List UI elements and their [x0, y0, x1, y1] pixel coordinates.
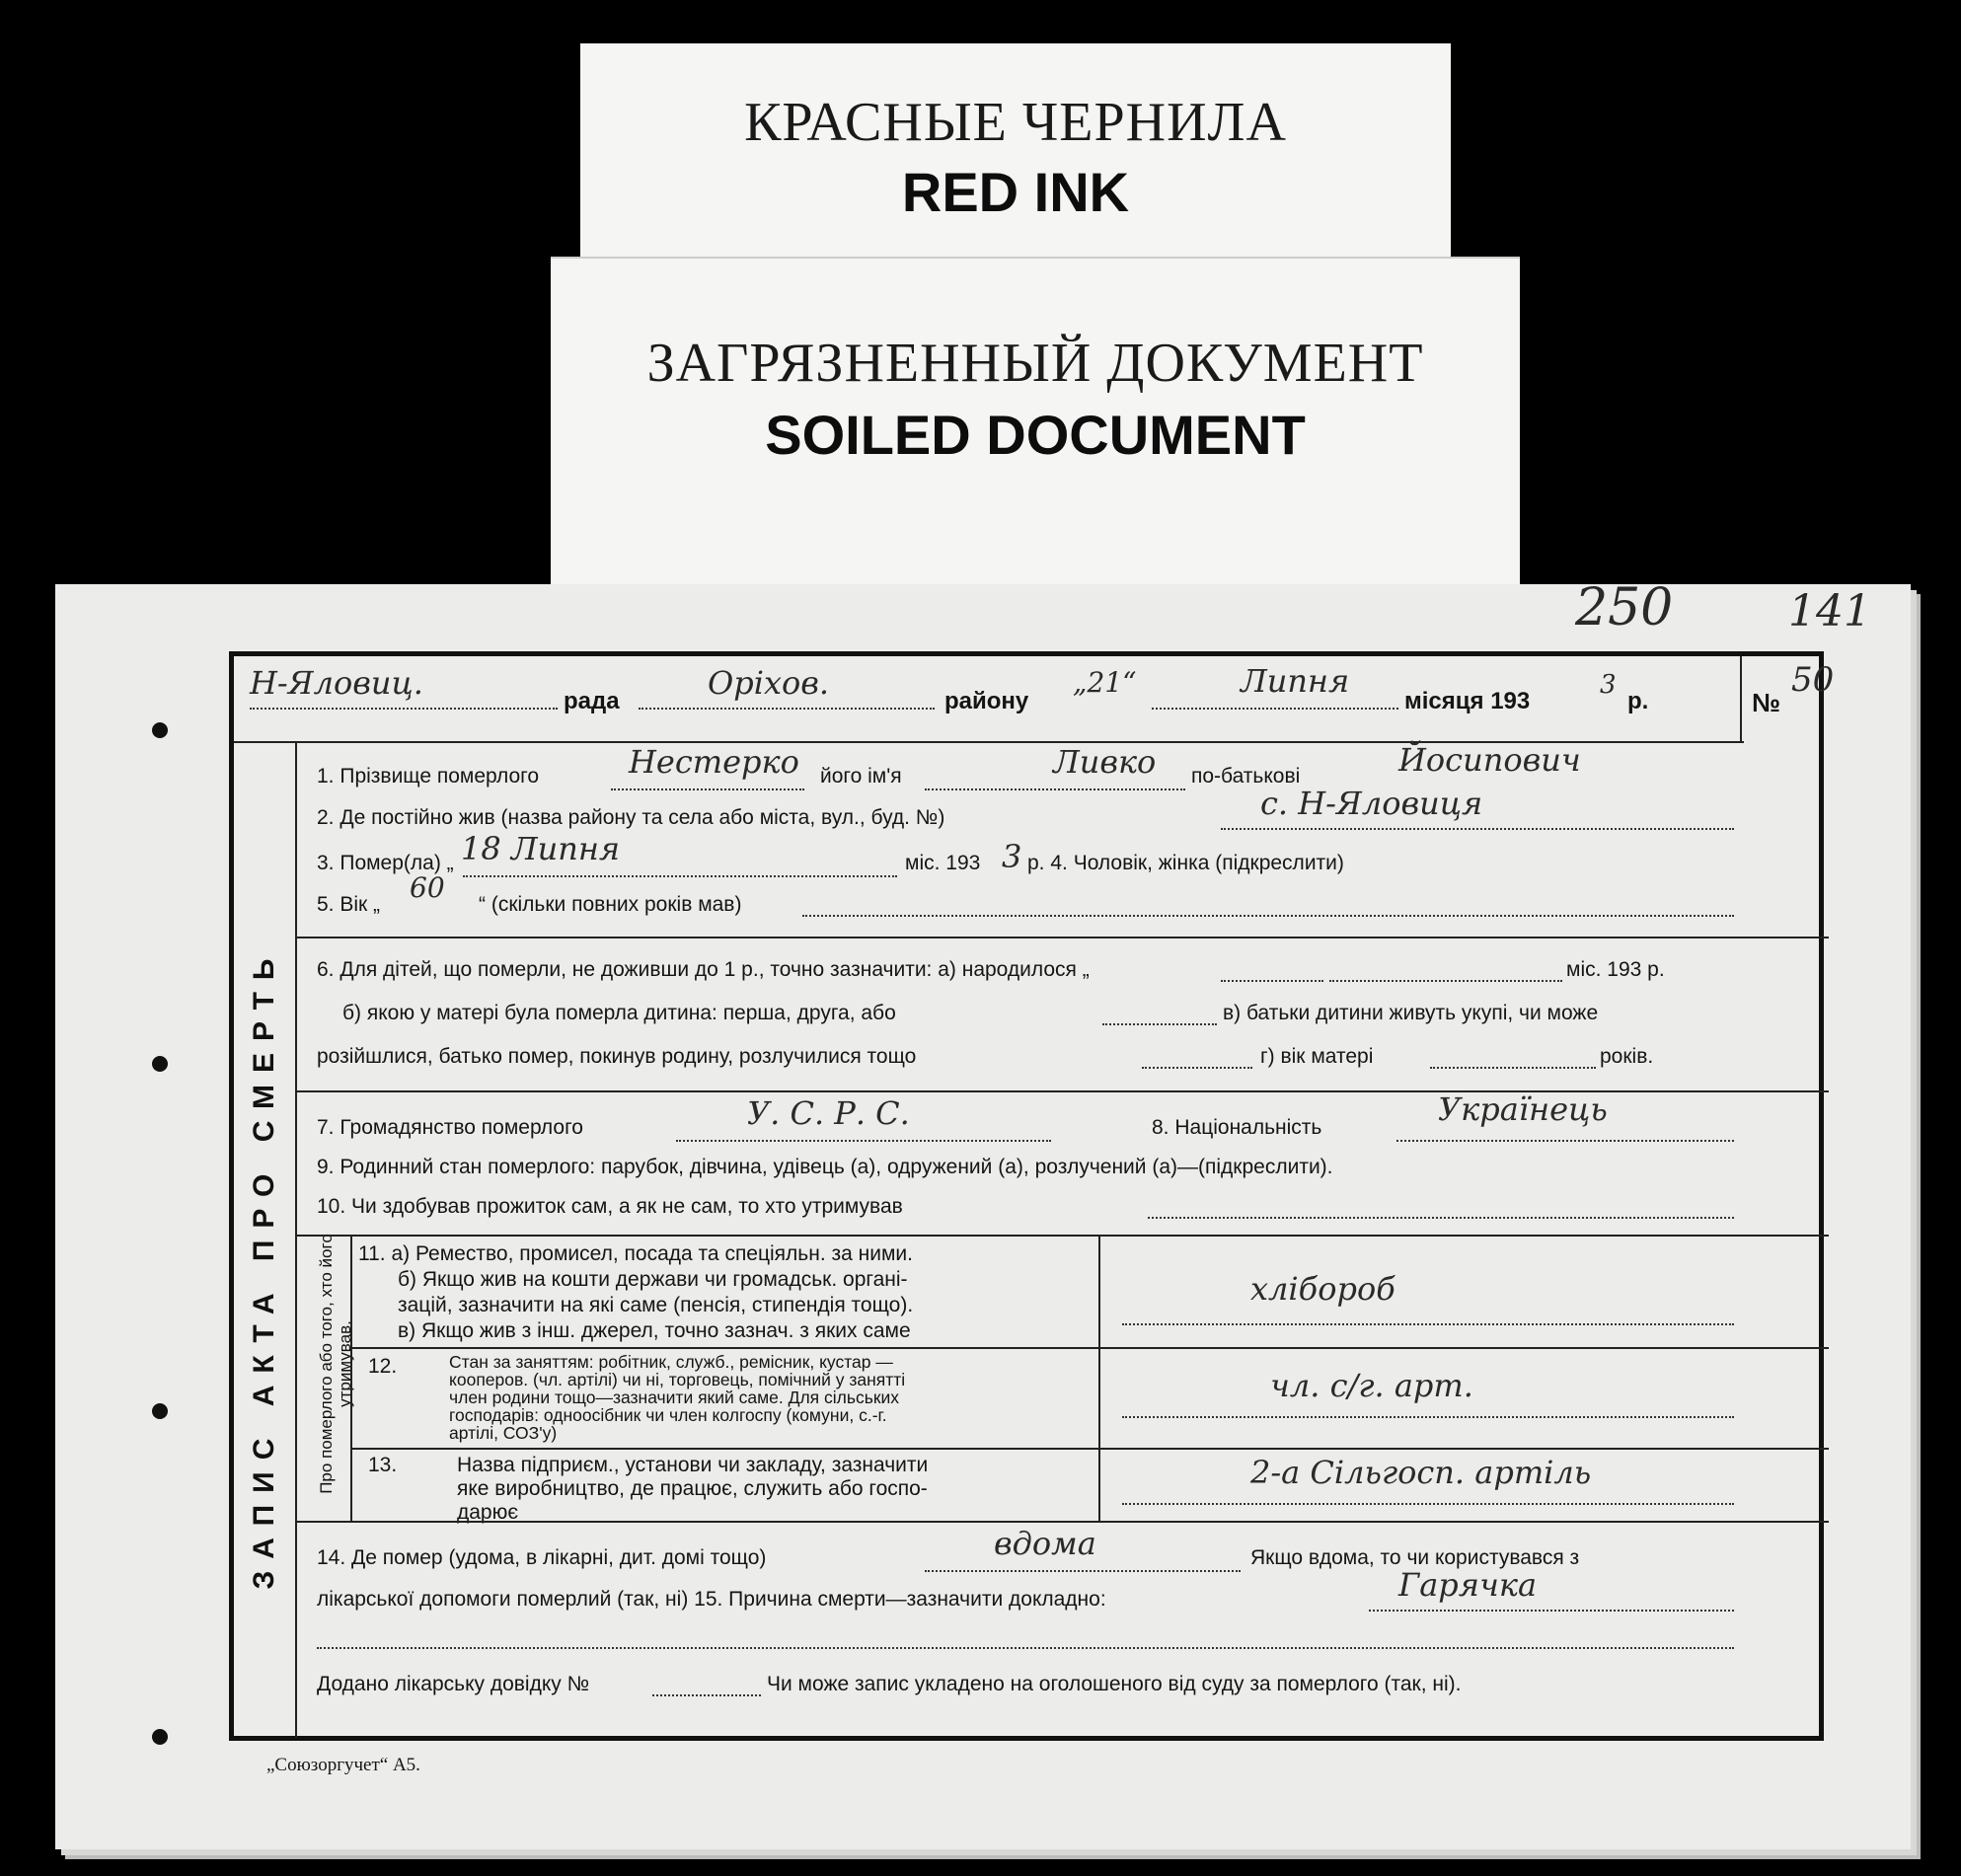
punch-hole [152, 1056, 168, 1072]
last-court-note: Чи може запис укладено на оголошеного від суду за померлого (так, ні). [767, 1673, 1462, 1695]
form-frame [229, 651, 1835, 1741]
hw-age: 60 [410, 871, 445, 904]
header-number-divider [1740, 656, 1742, 741]
dots [1221, 980, 1323, 982]
row3-sex-label: р. 4. Чоловік, жінка (підкреслити) [1027, 852, 1344, 874]
vertical-title: ЗАПИС АКТА ПРО СМЕРТЬ [248, 946, 280, 1590]
rayon-label: району [944, 688, 1029, 714]
dots [250, 708, 558, 710]
red-ink-en: RED INK [901, 161, 1130, 223]
row2-residence-label: 2. Де постійно жив (назва району та села або міста, вул., буд. №) [317, 806, 945, 829]
hw-place-of-death: вдома [994, 1525, 1096, 1562]
row1-name-label: його ім'я [820, 765, 902, 788]
punch-hole [152, 722, 168, 738]
hw-name: Ливко [1053, 743, 1157, 781]
dots [1369, 1610, 1734, 1612]
page-number: 141 [1788, 586, 1871, 637]
hw-citizenship: У. С. Р. С. [747, 1094, 910, 1132]
dots [1122, 1323, 1734, 1325]
row3-month-label: міс. 193 [905, 852, 981, 874]
death-record-card [55, 578, 1911, 1849]
dots [1122, 1416, 1734, 1418]
dots [1152, 708, 1398, 710]
hw-cause: Гарячка [1398, 1566, 1538, 1604]
number-label: № [1752, 688, 1780, 717]
row12-l2: кооперов. (чл. артілі) чи ні, торговець, помічний у занятті [449, 1370, 906, 1389]
row13-l3: дарює [457, 1501, 519, 1524]
punch-hole [152, 1403, 168, 1419]
dots [925, 788, 1185, 790]
row12-l3: член родини тощо—зазначити який саме. Для сільських [449, 1388, 900, 1407]
red-ink-note [580, 43, 1451, 286]
hw-nationality: Українець [1438, 1090, 1608, 1128]
row6-line1: 6. Для дітей, що померли, не доживши до 1 р., точно зазначити: а) народилося „ [317, 958, 1090, 981]
hw-residence: с. Н-Яловиця [1260, 785, 1483, 822]
row13-l1: Назва підприєм., установи чи закладу, зазначити [457, 1454, 929, 1476]
hw-death-year: 3 [1002, 838, 1022, 875]
section-rule [295, 1521, 1829, 1523]
row11c: в) Якщо жив з інш. джерел, точно зазнач. з яких саме [398, 1319, 911, 1342]
row12-l4: господарів: одноосібник чи член колгоспу (комуни, с.-г. [449, 1405, 887, 1425]
row10-support: 10. Чи здобував прожиток сам, а як не сам, то хто утримував [317, 1195, 903, 1218]
dots [639, 708, 935, 710]
hw-number: 50 [1791, 660, 1835, 700]
row6-line3a: розійшлися, батько помер, покинув родину, розлучилися тощо [317, 1045, 917, 1068]
hw-year: 3 [1600, 670, 1617, 700]
row9-marital: 9. Родинний стан померлого: парубок, дівчина, удівець (а), одружений (а), розлучений (а)—(підкреслити). [317, 1156, 1333, 1178]
row14-home: Якщо вдома, то чи користувався з [1250, 1546, 1580, 1569]
printer-footer: „Союзоргучет“ А5. [266, 1755, 420, 1775]
soiled-en: SOILED DOCUMENT [765, 404, 1306, 466]
row6-line3c: років. [1600, 1045, 1654, 1068]
dots [611, 788, 804, 790]
hw-patronymic: Йосипович [1398, 741, 1581, 779]
row11b2: зацій, зазначити на які саме (пенсія, стипендія тощо). [398, 1294, 914, 1316]
rada-label: рада [564, 688, 620, 714]
hw-enterprise: 2-а Сільгосп. артіль [1250, 1454, 1592, 1491]
punch-hole [152, 1729, 168, 1745]
dots [652, 1694, 761, 1696]
row6-line2b: в) батьки дитини живуть укупі, чи може [1223, 1002, 1599, 1024]
row1-patronymic-label: по-батькові [1191, 765, 1301, 788]
row5-age-note: “ (скільки повних років мав) [479, 893, 742, 916]
hw-death-day: 18 Липня [461, 830, 621, 867]
row13-l2: яке виробництво, де працює, служить або госпо- [457, 1477, 928, 1500]
dots [1221, 828, 1734, 830]
dots [925, 1570, 1241, 1572]
left-column-rule [295, 741, 297, 1738]
dots [317, 1647, 1734, 1649]
row-rule [350, 1448, 1829, 1450]
dots [676, 1140, 1051, 1142]
row1-surname-label: 1. Прізвище померлого [317, 765, 540, 788]
dots [463, 875, 897, 877]
row11a: 11. а) Ремество, промисел, посада та спеціяльн. за ними. [358, 1242, 913, 1265]
row12-l1: Стан за заняттям: робітник, служб., ремісник, кустар — [449, 1352, 893, 1372]
hw-rayon: Оріхов. [708, 664, 830, 702]
dots [1142, 1067, 1252, 1069]
row6-line1-month: міс. 193 р. [1566, 958, 1665, 981]
year-suffix: р. [1627, 688, 1649, 714]
hw-status: чл. с/г. арт. [1270, 1367, 1473, 1404]
dots [1148, 1217, 1734, 1219]
dots [802, 915, 1734, 917]
hw-month: Липня [1241, 662, 1350, 700]
soiled-ru: ЗАГРЯЗНЕННЫЙ ДОКУМЕНТ [646, 333, 1424, 394]
row-rule [350, 1347, 1829, 1349]
occupation-value-rule [1098, 1235, 1100, 1521]
row13-number: 13. [368, 1454, 398, 1476]
dots [1102, 1023, 1217, 1025]
red-ink-ru: КРАСНЫЕ ЧЕРНИЛА [744, 92, 1287, 153]
hw-surname: Нестерко [629, 743, 799, 781]
row6-line3b: г) вік матері [1260, 1045, 1374, 1068]
hw-rada: Н-Яловиц. [250, 664, 423, 702]
vertical-subtitle: Про померлого або того, хто його утримував. [317, 1234, 354, 1494]
row3-death-label: 3. Помер(ла) „ [317, 852, 454, 874]
hw-occupation: хлібороб [1250, 1270, 1395, 1308]
dots [1396, 1140, 1734, 1142]
section-rule [295, 937, 1829, 938]
occupation-subcol-rule [350, 1235, 352, 1521]
hw-day: „21“ [1073, 666, 1137, 699]
row15-cause-label: лікарської допомоги померлий (так, ні) 15. Причина смерти—зазначити докладно: [317, 1588, 1106, 1611]
dots [1329, 980, 1562, 982]
archive-number: 250 [1575, 578, 1674, 638]
dots [1122, 1503, 1734, 1505]
row5-age-label: 5. Вік „ [317, 893, 381, 916]
row7-citizenship-label: 7. Громадянство померлого [317, 1116, 583, 1139]
row12-l5: артілі, СОЗ'у) [449, 1423, 558, 1443]
row14-place: 14. Де помер (удома, в лікарні, дит. домі тощо) [317, 1546, 767, 1569]
dots [1430, 1067, 1596, 1069]
last-medical-cert: Додано лікарську довідку № [317, 1673, 590, 1695]
row11b1: б) Якщо жив на кошти держави чи громадськ. органі- [398, 1268, 908, 1291]
row6-line2a: б) якою у матері була померла дитина: перша, друга, або [342, 1002, 896, 1024]
section-rule [295, 1235, 1829, 1237]
row8-nationality-label: 8. Національність [1152, 1116, 1322, 1139]
row12-number: 12. [368, 1355, 398, 1378]
soiled-document-note [551, 259, 1520, 592]
month-label: місяця 193 [1404, 688, 1531, 714]
